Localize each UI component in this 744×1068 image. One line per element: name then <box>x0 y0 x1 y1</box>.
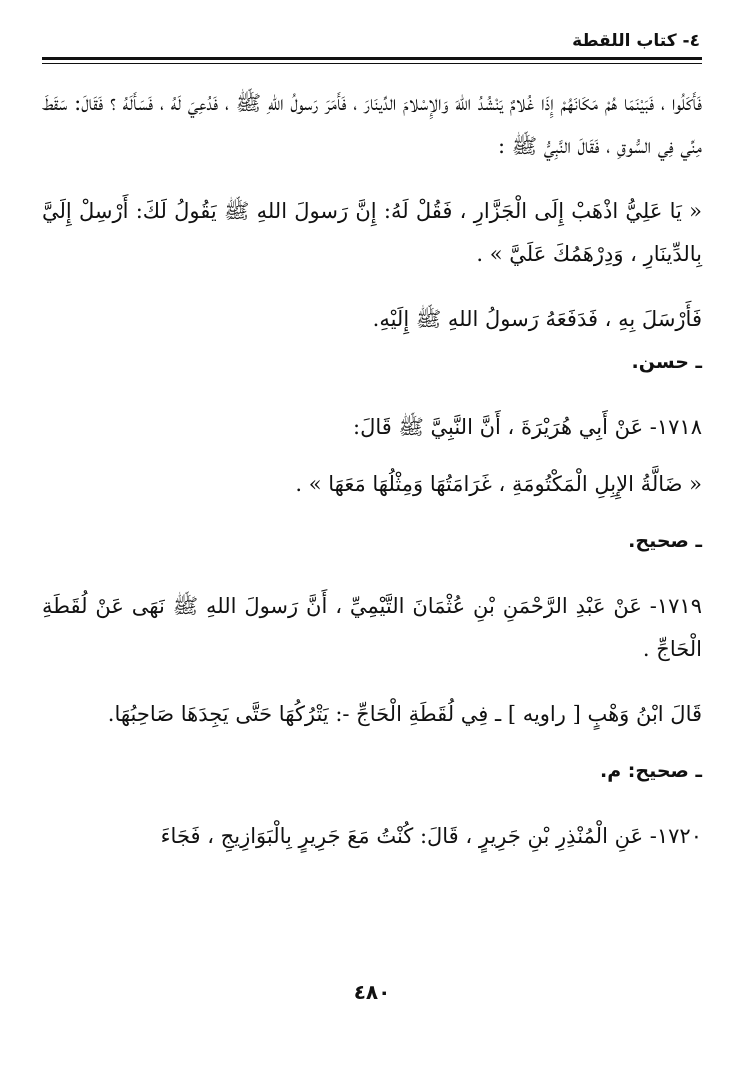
grade-sahih-1718: ـ صحيح. <box>628 530 702 552</box>
hadith-1719-text: ١٧١٩- عَنْ عَبْدِ الرَّحْمَنِ بْنِ عُثْمَانَ التَّيْمِيِّ ، أَنَّ رَسولَ اللهِ ﷺ نَهَى عَنْ لُقَطَةِ الْحَاجِّ . <box>42 594 702 661</box>
hadith-1718-text: « ضَالَّةُ الإِبِلِ الْمَكْتُومَةِ ، غَرَامَتُهَا وَمِثْلُهَا مَعَهَا » . <box>295 472 702 496</box>
header-rule-thick <box>42 57 702 60</box>
grade-sahih-muslim-1719: ـ صحيح: م. <box>600 760 702 782</box>
paragraph-dinar-returned: فَأَرْسَلَ بِهِ ، فَدَفَعَهُ رَسولُ اللهِ ﷺ إِلَيْهِ. <box>372 307 702 331</box>
hadith-1718-intro: ١٧١٨- عَنْ أَبِي هُرَيْرَةَ ، أَنَّ النَّبِيَّ ﷺ قَالَ: <box>353 415 702 439</box>
page-number: ٤٨٠ <box>353 980 391 1004</box>
page-body <box>42 82 702 858</box>
paragraph-prophet-quote: « يَا عَلِيُّ اذْهَبْ إِلَى الْجَزَّارِ ، فَقُلْ لَهُ: إِنَّ رَسولَ اللهِ ﷺ يَقُولُ لَكَ: أَرْسِلْ إِلَيَّ بِالدِّينَارِ ، وَدِرْهَمُكَ عَلَيَّ » . <box>42 199 702 266</box>
chapter-header-title: ٤- كتاب اللقطة <box>572 31 700 51</box>
grade-hasan: ـ حسن. <box>631 351 702 373</box>
paragraph-lost-dinar-story: فَأَكَلُوا ، فَبَيْنَمَا هُمْ مَكَانَهُمْ إِذَا غُلامٌ يَنْشُدُ اللهَ وَالإِسْلامَ الدِّينَارَ ، فَأَمَرَ رَسولُ اللهِ ﷺ ، فَدُعِيَ لَهُ ، فَسَأَلَهُ ؟ فَقَالَ: سَقَطَ مِنِّي فِي السُّوقِ ، فَقَالَ النَّبِيُّ ﷺ : <box>42 91 702 158</box>
hadith-1719-commentary: قَالَ ابْنُ وَهْبٍ [ راويه ] ـ فِي لُقَطَةِ الْحَاجِّ -: يَتْرُكُهَا حَتَّى يَجِدَهَا صَاحِبُهَا. <box>107 702 702 726</box>
header-rule-thin <box>42 63 702 64</box>
hadith-1720-intro: ١٧٢٠- عَنِ الْمُنْذِرِ بْنِ جَرِيرٍ ، قَالَ: كُنْتُ مَعَ جَرِيرٍ بِالْبَوَازِيجِ ، فَجَاءَ <box>160 824 702 848</box>
